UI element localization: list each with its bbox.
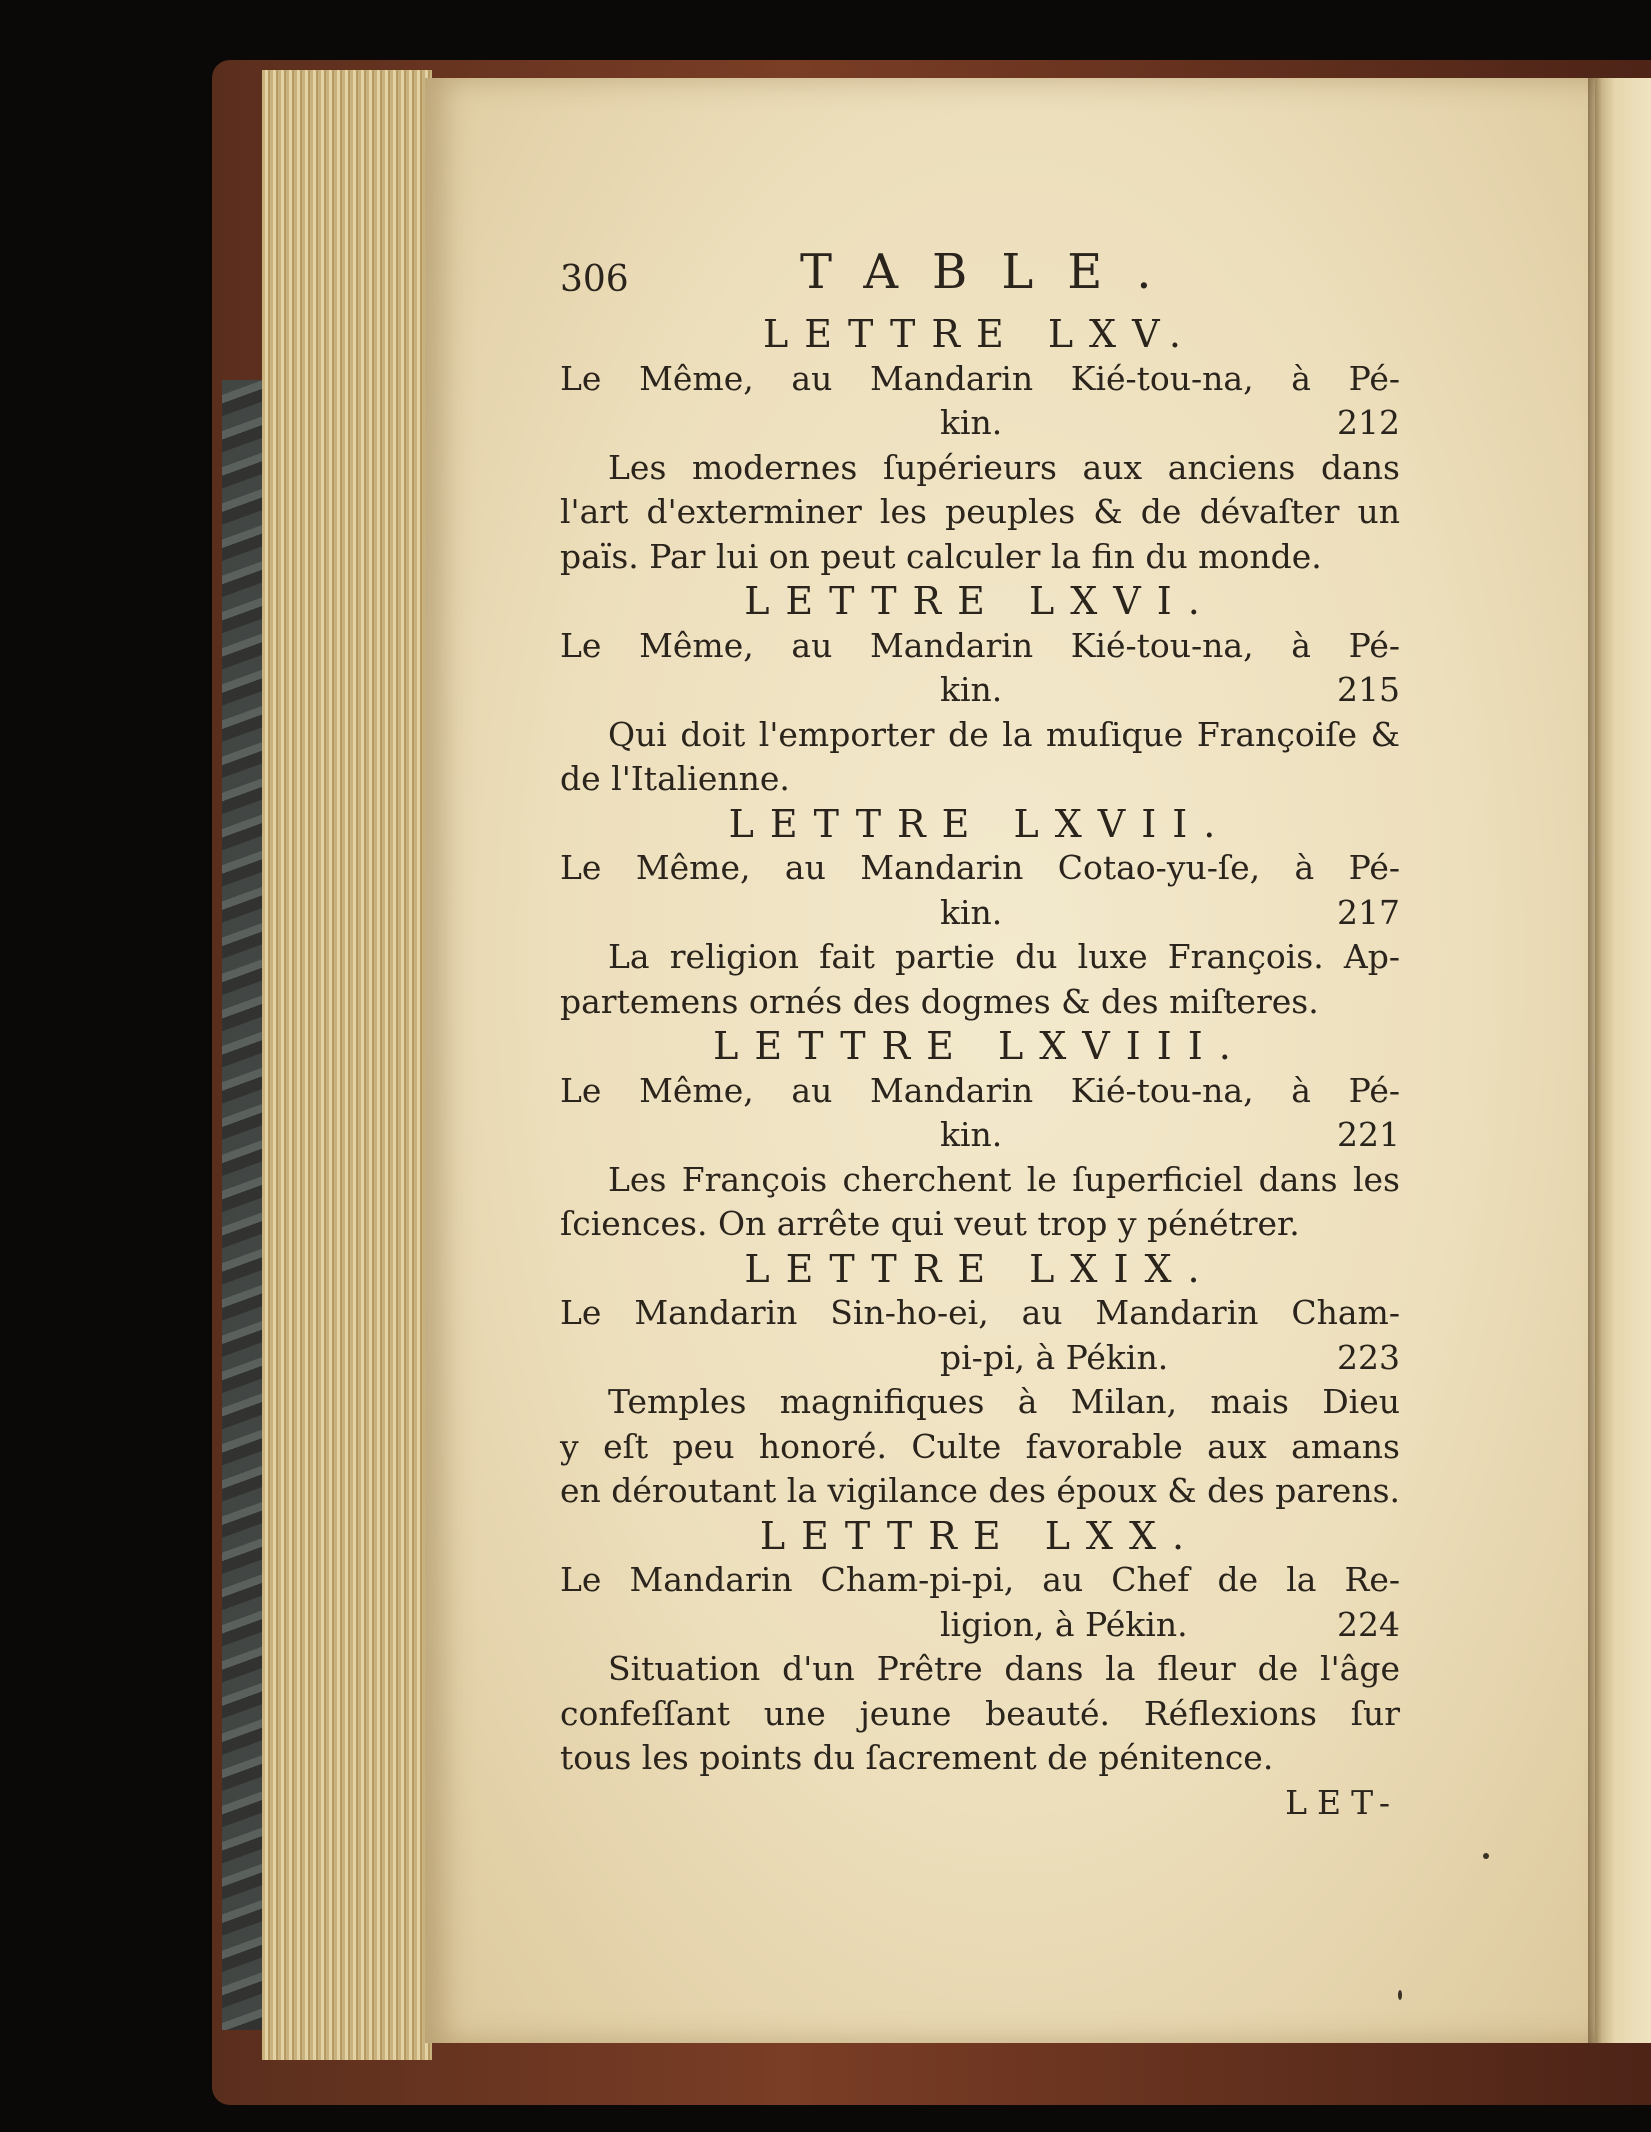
address-line: Le Même, au Mandarin Cotao-yu-ſe, à Pé- [560,848,1400,887]
address-continuation [560,1113,1400,1158]
summary-line: tous les points du ſacrement de pénitence. [560,1738,1274,1777]
summary-line: Temples magnifiques à Milan, mais Dieu [608,1382,1400,1421]
letter-heading: LETTRE LXVIII. [713,1024,1247,1068]
page-header [560,244,1400,312]
address-continuation [560,891,1400,936]
summary-line: Qui doit l'emporter de la muſique Françoiſe & [608,714,1400,754]
address-line: Le Même, au Mandarin Kié-tou-na, à Pé- [560,358,1400,398]
summary-line: confeſſant une jeune beauté. Réflexions ſur [560,1693,1400,1733]
entries-list [560,312,1400,1781]
summary-line: de l'Italienne. [560,759,790,798]
page-block-edge [262,70,432,2060]
toc-entry [560,1514,1400,1781]
letter-heading: LETTRE LXIX. [744,1246,1216,1291]
right-page-edge [1595,78,1651,2043]
address-line-end: ligion, à Pékin. [940,1604,1188,1644]
address-line: Le Mandarin Cham-pi-pi, au Chef de la Re- [560,1560,1400,1599]
page-reference: 215 [1337,670,1400,709]
summary-line: partemens ornés des dogmes & des miſteres. [560,981,1319,1021]
summary-line: ſciences. On arrête qui veut trop y pénétrer. [560,1204,1300,1243]
ink-speck [1398,1990,1402,2000]
page-reference: 223 [1337,1337,1400,1377]
summary-line: Les François cherchent le ſuperficiel dans les [608,1159,1400,1199]
address-line: Le Même, au Mandarin Kié-tou-na, à Pé- [560,625,1400,665]
address-line-end: pi-pi, à Pékin. [940,1337,1169,1377]
summary-line: païs. Par lui on peut calculer la fin du monde. [560,536,1322,576]
letter-heading: LETTRE LXV. [763,312,1197,356]
summary-line: y eſt peu honoré. Culte favorable aux amans [560,1426,1400,1466]
page-reference: 217 [1337,892,1400,932]
summary-line: La religion fait partie du luxe François. Ap- [608,937,1400,976]
letter-heading: LETTRE LXX. [759,1513,1201,1558]
gutter-shadow [1588,78,1602,2043]
page-reference: 212 [1337,403,1400,442]
marbled-spine [222,380,262,2030]
toc-entry [560,579,1400,802]
address-continuation [560,1336,1400,1381]
table-of-contents [560,244,1401,1825]
address-line-end: kin. [940,892,1003,932]
toc-entry [560,802,1400,1025]
toc-entry [560,1247,1400,1514]
address-continuation [560,1603,1400,1648]
toc-entry [560,1024,1400,1247]
toc-entry [560,312,1400,579]
ink-speck [1483,1853,1489,1859]
letter-heading: LETTRE LXVI. [744,579,1216,623]
address-continuation [560,668,1400,713]
address-line-end: kin. [940,670,1003,709]
summary-line: Situation d'un Prêtre dans la fleur de l'âge [608,1649,1400,1688]
page-reference: 224 [1337,1604,1400,1644]
address-line-end: kin. [940,1115,1003,1154]
page-reference: 221 [1337,1115,1400,1154]
address-line: Le Mandarin Sin-ho-ei, au Mandarin Cham- [560,1293,1400,1332]
address-continuation [560,401,1400,446]
letter-heading: LETTRE LXVII. [728,801,1232,846]
address-line: Le Même, au Mandarin Kié-tou-na, à Pé- [560,1070,1400,1110]
running-title: TABLE. [800,244,1186,300]
summary-line: Les modernes ſupérieurs aux anciens dans [608,447,1400,487]
summary-line: en déroutant la vigilance des époux & des parens. [560,1471,1401,1510]
page-number: 306 [560,259,629,300]
summary-line: l'art d'exterminer les peuples & de dévaſter un [560,492,1400,531]
address-line-end: kin. [940,403,1003,442]
catchword: LET- [1285,1782,1400,1822]
